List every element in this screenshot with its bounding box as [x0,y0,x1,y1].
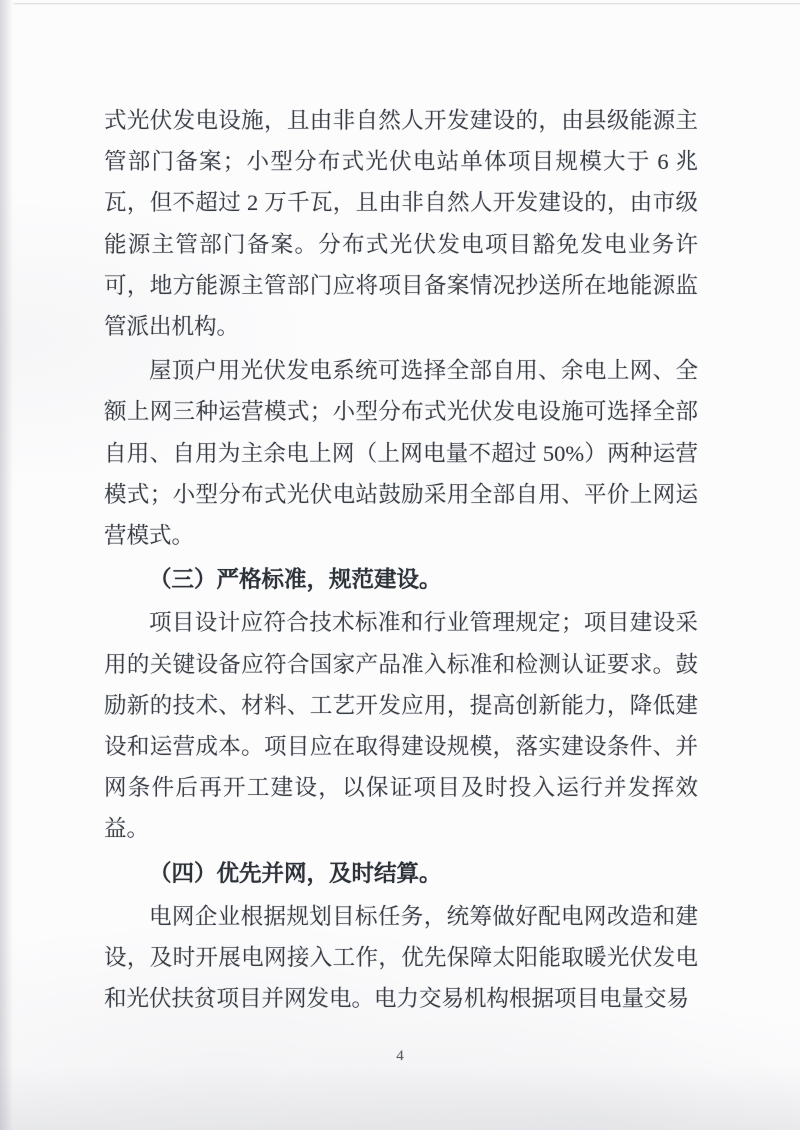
paragraph-grid-enterprise-duties: 电网企业根据规划目标任务，统筹做好配电网改造和建设，及时开展电网接入工作，优先保障太阳能取暖光伏发电和光伏扶贫项目并网发电。电力交易机构根据项目电量交易 [104,903,698,1012]
paragraph-project-design-standards: 项目设计应符合技术标准和行业管理规定；项目建设采用的关键设备应符合国家产品准入标准和检测认证要求。鼓励新的技术、材料、工艺开发应用，提高创新能力，降低建设和运营成本。项目应在取得建设规模，落实建设条件、并网条件后再开工建设，以保证项目及时投入运行并发挥效益。 [104,610,698,842]
section-heading-3-strict-standards: （三）严格标准，规范建设。 [149,567,442,593]
paragraph-operation-modes: 屋顶户用光伏发电系统可选择全部自用、余电上网、全额上网三种运营模式；小型分布式光伏发电设施可选择全部自用、自用为主余电上网（上网电量不超过 50%）两种运营模式；小型分布式光伏电站鼓励采用全部自用、平价上网运营模式。 [104,358,698,549]
page-left-edge-shadow [0,0,13,1130]
document-text-body [104,100,698,1022]
page-top-edge-line [14,3,800,5]
paragraph-continued-from-previous-page: 式光伏发电设施，且由非自然人开发建设的，由县级能源主管部门备案；小型分布式光伏电站单体项目规模大于 6 兆瓦，但不超过 2 万千瓦，且由非自然人开发建设的，由市级能源主管部门备案。分布式光伏发电项目豁免发电业务许可，地方能源主管部门应将项目备案情况抄送所在地能源监管派出机构。 [104,108,698,340]
page-bottom-shading [0,1066,800,1130]
page-number: 4 [396,1048,404,1064]
section-heading-4-priority-grid-connection: （四）优先并网，及时结算。 [149,860,442,886]
